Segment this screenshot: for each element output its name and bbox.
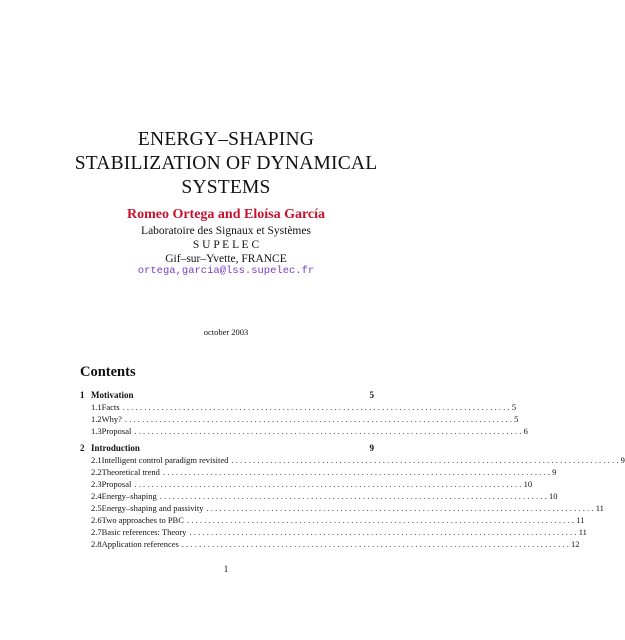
toc-section-page: 5: [369, 390, 374, 400]
affiliation-school: S U P E L E C: [192, 239, 260, 251]
toc-entry-number: 2.2: [91, 467, 102, 477]
paper-title: [40, 128, 412, 200]
toc-section-number: 1: [80, 390, 85, 400]
toc-entry-number: 1.1: [91, 402, 102, 412]
toc-leader-dots: ..........................................................................................: [134, 479, 524, 489]
toc-entry-2-6[interactable]: [91, 515, 585, 525]
toc-entry-label: Facts: [101, 402, 120, 412]
toc-entry-1-2[interactable]: [91, 414, 519, 424]
toc-leader-dots: ..........................................................................................: [159, 491, 549, 501]
toc-entry-number: 2.3: [91, 479, 102, 489]
toc-leader-dots: ..........................................................................................: [206, 503, 596, 513]
toc-entry-number: 2.7: [91, 527, 102, 537]
toc-entry-2-3[interactable]: [91, 479, 533, 489]
title-line-3: SYSTEMS: [181, 177, 271, 198]
toc-section-label: Introduction: [91, 443, 140, 453]
toc-entry-label: Proposal: [101, 479, 132, 489]
toc-section-page: 9: [369, 443, 374, 453]
toc-section-2[interactable]: [80, 443, 374, 453]
authors: Romeo Ortega and Eloísa García: [126, 207, 326, 222]
toc-entry-page: 5: [514, 414, 519, 424]
toc-leader-dots: ..........................................................................................: [231, 455, 621, 465]
toc-leader-dots: ..........................................................................................: [186, 515, 577, 525]
toc-entry-label: Proposal: [101, 426, 132, 436]
toc-leader-dots: ..........................................................................................: [134, 426, 524, 436]
toc-entry-page: 9: [552, 467, 557, 477]
toc-entry-number: 1.2: [91, 414, 102, 424]
toc-entry-number: 1.3: [91, 426, 102, 436]
toc-section-1[interactable]: [80, 390, 374, 400]
toc-entry-page: 10: [523, 479, 533, 489]
toc-entry-page: 6: [523, 426, 528, 436]
toc-leader-dots: ..........................................................................................: [181, 539, 572, 549]
toc-entry-label: Energy–shaping and passivity: [101, 503, 204, 513]
contents-heading: Contents: [80, 364, 136, 380]
author-email: ortega,garcia@lss.supelec.fr: [137, 265, 315, 277]
affiliation-lab: Laboratoire des Signaux et Systèmes: [141, 225, 311, 237]
affiliation-location: Gif–sur–Yvette, FRANCE: [165, 253, 287, 265]
toc-section-number: 2: [80, 443, 85, 453]
toc-entry-page: 11: [578, 527, 587, 537]
toc-entry-label: Why?: [101, 414, 122, 424]
toc-entry-number: 2.4: [91, 491, 102, 501]
publication-date: october 2003: [203, 327, 249, 337]
toc-leader-dots: ..........................................................................................: [189, 527, 579, 537]
toc-leader-dots: ..........................................................................................: [162, 467, 553, 477]
toc-entry-label: Application references: [101, 539, 179, 549]
toc-entry-2-7[interactable]: [91, 527, 587, 537]
toc-entry-2-8[interactable]: [91, 539, 580, 549]
toc-entry-label: Two approaches to PBC: [101, 515, 184, 525]
toc-leader-dots: ..........................................................................................: [124, 414, 515, 424]
toc-entry-page: 10: [548, 491, 558, 501]
toc-entry-2-5[interactable]: [91, 503, 604, 513]
toc-entry-label: Energy–shaping: [101, 491, 157, 501]
toc-entry-page: 9: [620, 455, 625, 465]
toc-entry-label: Basic references: Theory: [101, 527, 187, 537]
toc-entry-number: 2.6: [91, 515, 102, 525]
title-line-2: STABILIZATION OF DYNAMICAL: [74, 153, 378, 174]
toc-entry-label: Theoretical trend: [101, 467, 160, 477]
title-line-1: ENERGY–SHAPING: [137, 129, 315, 150]
toc-entry-number: 2.5: [91, 503, 102, 513]
toc-leader-dots: ..........................................................................................: [122, 402, 512, 412]
toc-entry-number: 2.8: [91, 539, 102, 549]
toc-entry-1-1[interactable]: [91, 402, 517, 412]
toc-section-label: Motivation: [91, 390, 134, 400]
toc-entry-2-1[interactable]: [91, 455, 625, 465]
toc-entry-page: 5: [511, 402, 517, 412]
toc-entry-page: 11: [576, 515, 585, 525]
toc-entry-number: 2.1: [91, 455, 102, 465]
toc-entry-2-2[interactable]: [91, 467, 557, 477]
toc-entry-page: 12: [571, 539, 580, 549]
toc-entry-2-4[interactable]: [91, 491, 558, 501]
toc-entry-page: 11: [595, 503, 604, 513]
page-number: 1: [223, 564, 229, 574]
toc-entry-label: Intelligent control paradigm revisited: [101, 455, 229, 465]
toc-entry-1-3[interactable]: [91, 426, 528, 436]
